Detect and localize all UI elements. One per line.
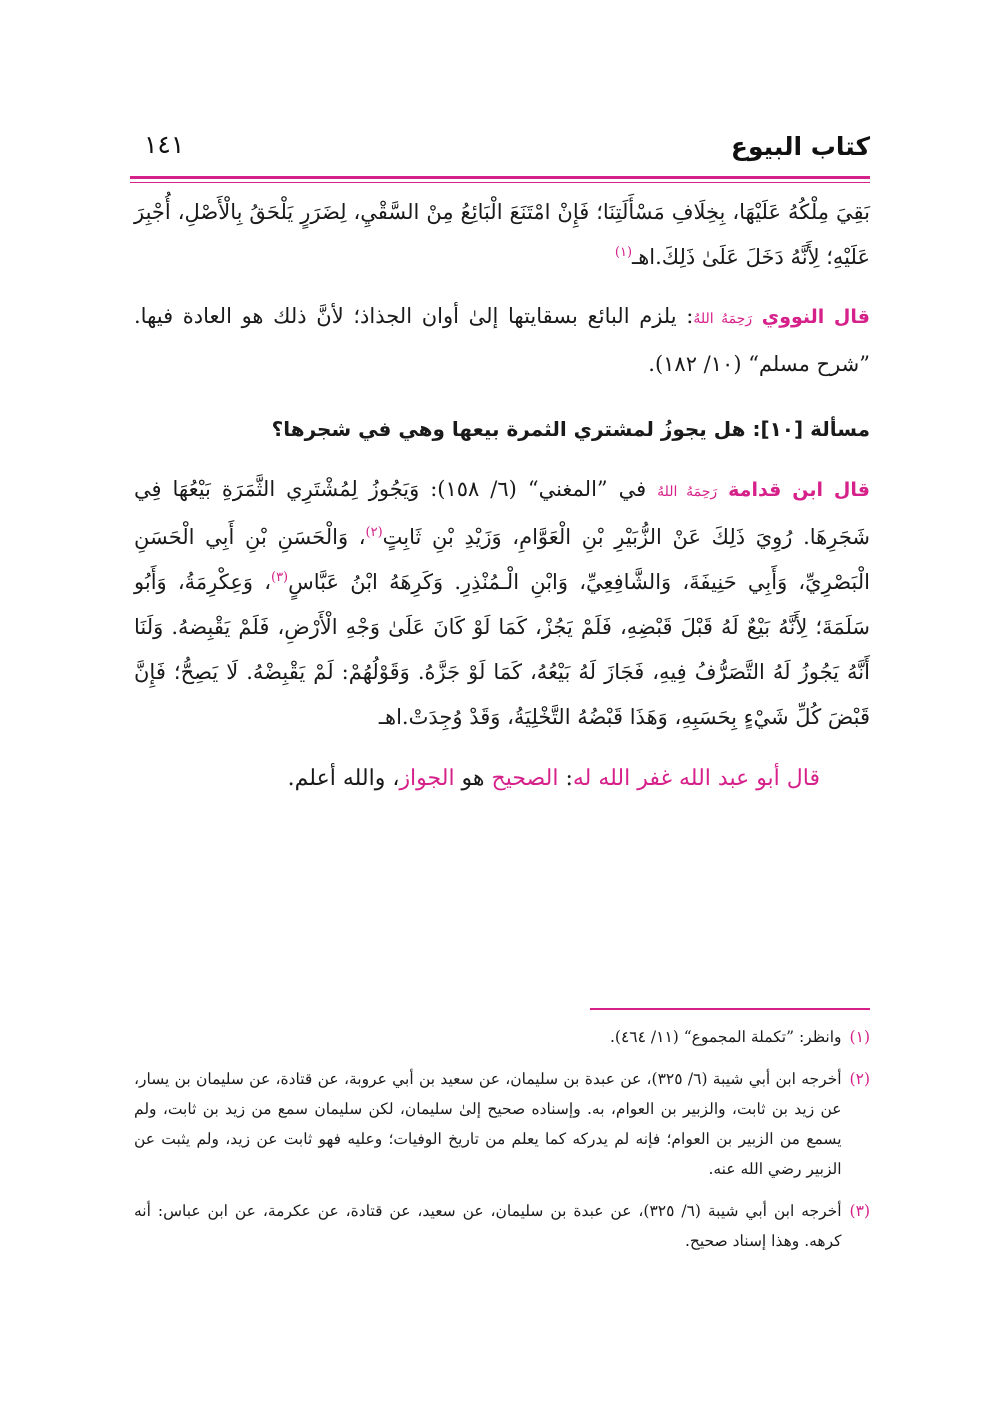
ibn-qudama-text-3: ، وَعِكْرِمَةُ، وَأَبُو سَلَمَةَ؛ لِأَنَّهُ بَيْعٌ لَهُ قَبْلَ قَبْضِهِ، فَلَمْ يَجُزْ، كَمَا لَوْ كَانَ عَلَىٰ وَجْهِ الْأَرْضِ، فَلَمْ يَقْبِضهُ. وَلَنَا أَنَّهُ يَجُوزُ لَهُ التَّصَرُّفُ فِيهِ، فَجَازَ لَهُ بَيْعُهُ، كَمَا لَوْ جَزَّهُ. وَقَوْلُهُمْ: لَمْ يَقْبِضْهُ. لَا يَصِحُّ؛ فَإِنَّ قَبْضَ كُلِّ شَيْءٍ بِحَسَبِهِ، وَهَذَا قَبْضُهُ التَّخْلِيَةُ، وَقَدْ وُجِدَتْ.اهـ [134,570,870,729]
footnote-number: (١) [849,1028,870,1046]
nawawi-text: : يلزم البائع بسقايتها إلىٰ أوان الجذاذ؛ لأنَّ ذلك هو العادة فيها. ”شرح مسلم“ (١٠/ ١٨٢). [134,304,870,376]
footnote-3 [134,1196,870,1256]
conclusion-ruling: الجواز [399,766,455,791]
page-number: ١٤١ [144,130,185,159]
footnotes [134,1022,870,1268]
header-rule-thick [130,176,870,179]
footnote-1 [134,1022,870,1052]
issue-heading: مسألة [١٠]: هل يجوزُ لمشتري الثمرة بيعها وهي في شجرها؟ [271,417,870,441]
speaker-nawawi: قال النووي [761,306,870,328]
book-title: كتاب البيوع [730,132,870,161]
ibn-qudama-text-2: ، وَالْحَسَنِ بْنِ أَبِي الْحَسَنِ الْبَصْرِيِّ، وَأَبِي حَنِيفَةَ، وَالشَّافِعِيِّ، وَابْنِ الْـمُنْذِرِ. وَكَرِهَهُ ابْنُ عَبَّاسٍ [134,525,870,594]
footnote-separator [590,1008,870,1010]
conclusion-prefix: قال [779,766,820,791]
footnote-text: أخرجه ابن أبي شيبة (٦/ ٣٢٥)، عن عبدة بن سليمان، عن سعيد، عن قتادة، عن عكرمة، عن ابن عباس: أنه كرهه. وهذا إسناد صحيح. [134,1202,842,1250]
conclusion-middle: هو [454,766,492,791]
footnote-ref-2[interactable]: (٢) [365,525,383,540]
ibn-qudama-text-1: في ”المغني“ (٦/ ١٥٨): وَيَجُوزُ لِمُشْتَرِي الثَّمَرَةِ بَيْعُهَا فِي شَجَرِهَا. رُوِيَ ذَلِكَ عَنْ الزُّبَيْرِ بْنِ الْعَوَّامِ، وَزَيْدِ بْنِ ثَابِتٍ [134,477,870,549]
continuation-paragraph [134,190,870,280]
ibn-qudama-paragraph [134,467,870,740]
footnote-number: (٢) [849,1070,870,1088]
header-rule-thin [130,182,870,183]
footnote-2 [134,1064,870,1184]
speaker-ibn-qudama: قال ابن قدامة [728,479,870,501]
footnote-text: أخرجه ابن أبي شيبة (٦/ ٣٢٥)، عن عبدة بن سليمان، عن سعيد بن أبي عروبة، عن قتادة، عن سليمان بن يسار، عن زيد بن ثابت، والزبير بن العوام، به. وإسناده صحيح إلىٰ سليمان، لكن سليمان سمع من زيد بن ثابت، ولم يسمع من الزبير بن العوام؛ فإنه لم يدركه كما يعلم من تاريخ الوفيات؛ وعليه فهو ثابت عن زيد، ولم يثبت عن الزبير رضي الله عنه. [134,1070,842,1178]
nawawi-paragraph [134,294,870,387]
page-header [130,128,870,174]
conclusion-colon: : [558,766,573,791]
footnote-number: (٣) [849,1202,870,1220]
main-text [134,190,870,801]
honorific-nawawi: رَحِمَهُ اللهُ [693,311,753,327]
conclusion-correct: الصحيح [491,766,559,791]
honorific-ibn-qudama: رَحِمَهُ اللهُ [657,484,718,500]
continuation-text: بَقِيَ مِلْكُهُ عَلَيْهَا، بِخِلَافِ مَسْأَلَتِنَا؛ فَإِنْ امْتَنَعَ الْبَائِعُ مِنْ السَّقْيِ، لِضَرَرٍ يَلْحَقُ بِالْأَصْلِ، أُجْبِرَ عَلَيْهِ؛ لِأَنَّهُ دَخَلَ عَلَىٰ ذَلِكَ.اهـ [134,200,870,269]
conclusion-suffix: ، والله أعلم. [287,766,400,791]
footnote-ref-1[interactable]: (١) [614,245,633,260]
conclusion-paragraph [134,756,870,801]
conclusion-author: أبو عبد الله غفر الله له [572,766,780,791]
footnote-ref-3[interactable]: (٣) [270,570,289,585]
footnote-text: وانظر: ”تكملة المجموع“ (١١/ ٤٦٤). [610,1028,842,1046]
